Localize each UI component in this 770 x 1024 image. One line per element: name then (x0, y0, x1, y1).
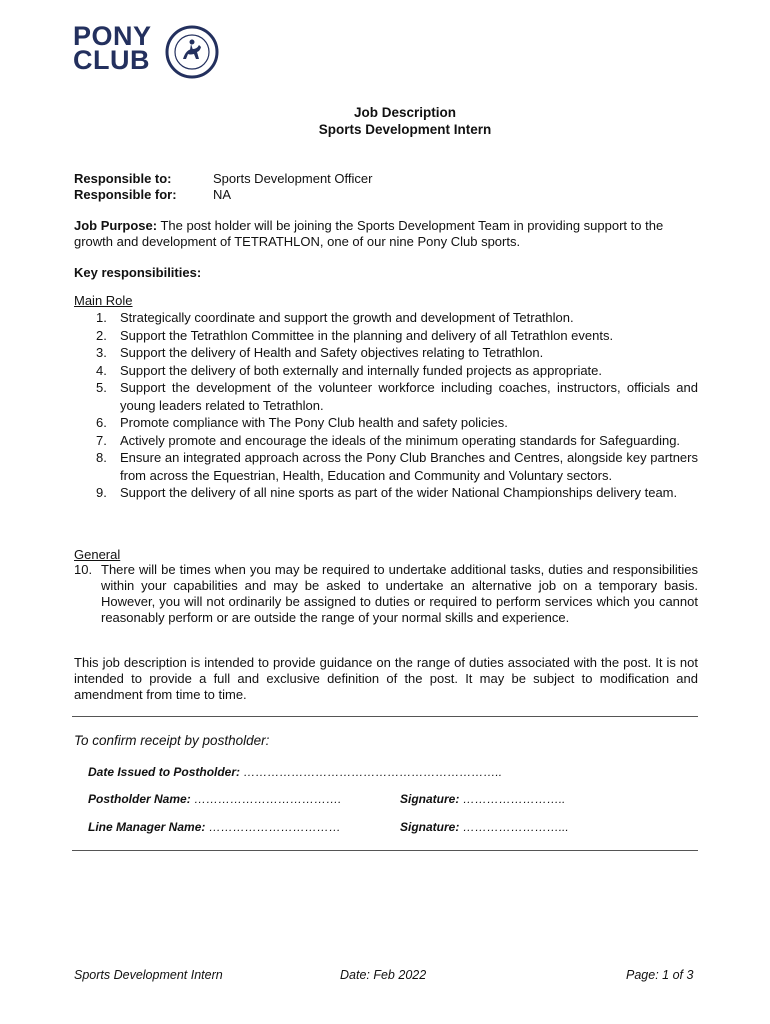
line-manager-name-line (88, 820, 341, 834)
responsible-for-label: Responsible for: (74, 187, 177, 202)
responsibility-block (74, 171, 372, 203)
list-item: 3. Support the delivery of Health and Safety objectives relating to Tetrathlon. (96, 345, 544, 360)
line-manager-signature-label: Signature: (400, 820, 460, 834)
general-list (74, 562, 698, 626)
title-line-1: Job Description (353, 105, 456, 120)
logo-line-1: PONY (73, 21, 152, 51)
list-item: 5. Support the development of the volunteer workforce including coaches, instructors, officials and young leaders related to Tetrathlon. (96, 380, 698, 413)
job-purpose (74, 218, 698, 250)
responsible-for-value: NA (213, 187, 232, 202)
postholder-name-line (88, 792, 341, 806)
list-item: 8. Ensure an integrated approach across the Pony Club Branches and Centres, alongside key partners from across the Equestrian, Health, Education and Community and Voluntary sectors. (96, 450, 698, 483)
title-line-2: Sports Development Intern (318, 122, 492, 137)
confirm-heading: To confirm receipt by postholder: (74, 733, 270, 748)
postholder-name-field[interactable]: ………………………………. (194, 792, 342, 806)
disclaimer-paragraph: This job description is intended to provide guidance on the range of duties associated with the post. It is not intended to provide a full and exclusive definition of the post. It may be subject to modification and amendment from time to time. (74, 655, 698, 702)
postholder-name-label: Postholder Name: (88, 792, 191, 806)
list-item: 9. Support the delivery of all nine sports as part of the wider National Championships delivery team. (96, 485, 678, 500)
postholder-signature-label: Signature: (400, 792, 460, 806)
divider-top (72, 716, 698, 717)
logo-wordmark (73, 21, 152, 75)
general-heading: General (74, 547, 121, 562)
document-title (0, 104, 770, 138)
responsible-to-row (74, 171, 372, 187)
divider-bottom (72, 850, 698, 851)
line-manager-name-field[interactable]: …………………………… (208, 820, 341, 834)
date-issued-line (88, 765, 502, 779)
list-item: 2. Support the Tetrathlon Committee in the planning and delivery of all Tetrathlon events. (96, 327, 614, 343)
list-item: 1. Strategically coordinate and support the growth and development of Tetrathlon. (96, 310, 574, 325)
logo-line-2: CLUB (73, 45, 150, 75)
date-issued-field[interactable]: ……………………………………………………….. (243, 765, 503, 779)
key-responsibilities-heading: Key responsibilities: (74, 265, 202, 280)
job-purpose-label: Job Purpose: (74, 218, 158, 233)
responsible-to-label: Responsible to: (74, 171, 172, 186)
line-manager-name-label: Line Manager Name: (88, 820, 206, 834)
postholder-signature-field[interactable]: …………………….. (462, 792, 566, 806)
date-issued-label: Date Issued to Postholder: (88, 765, 241, 779)
postholder-signature-line (400, 792, 565, 806)
list-item: 7. Actively promote and encourage the ideals of the minimum operating standards for Safeguarding. (96, 432, 681, 448)
list-item: 10. There will be times when you may be required to undertake additional tasks, duties and responsibilities within your capabilities and may be asked to undertake an alternative job on a temporary basis. However, you will not ordinarily be assigned to duties or required to perform services which you cannot reasonably perform or are outside the range of your normal skills and experience. (74, 562, 698, 625)
footer-date: Date: Feb 2022 (340, 968, 427, 982)
responsible-to-value: Sports Development Officer (213, 171, 373, 186)
responsible-for-row (74, 187, 372, 203)
main-role-heading: Main Role (74, 293, 133, 308)
list-item: 4. Support the delivery of both externally and internally funded projects as appropriate. (96, 362, 603, 378)
main-role-list (74, 309, 698, 502)
footer-title: Sports Development Intern (74, 968, 223, 982)
list-item: 6. Promote compliance with The Pony Club health and safety policies. (96, 415, 508, 430)
line-manager-signature-field[interactable]: ……………………... (462, 820, 569, 834)
footer-page-number: Page: 1 of 3 (626, 968, 694, 982)
line-manager-signature-line (400, 820, 569, 834)
job-purpose-text: The post holder will be joining the Sports Development Team in providing support to the growth and development of TETRATHLON, one of our nine Pony Club sports. (74, 218, 664, 249)
pony-club-logo (73, 21, 223, 78)
pony-club-seal-icon (165, 25, 219, 79)
